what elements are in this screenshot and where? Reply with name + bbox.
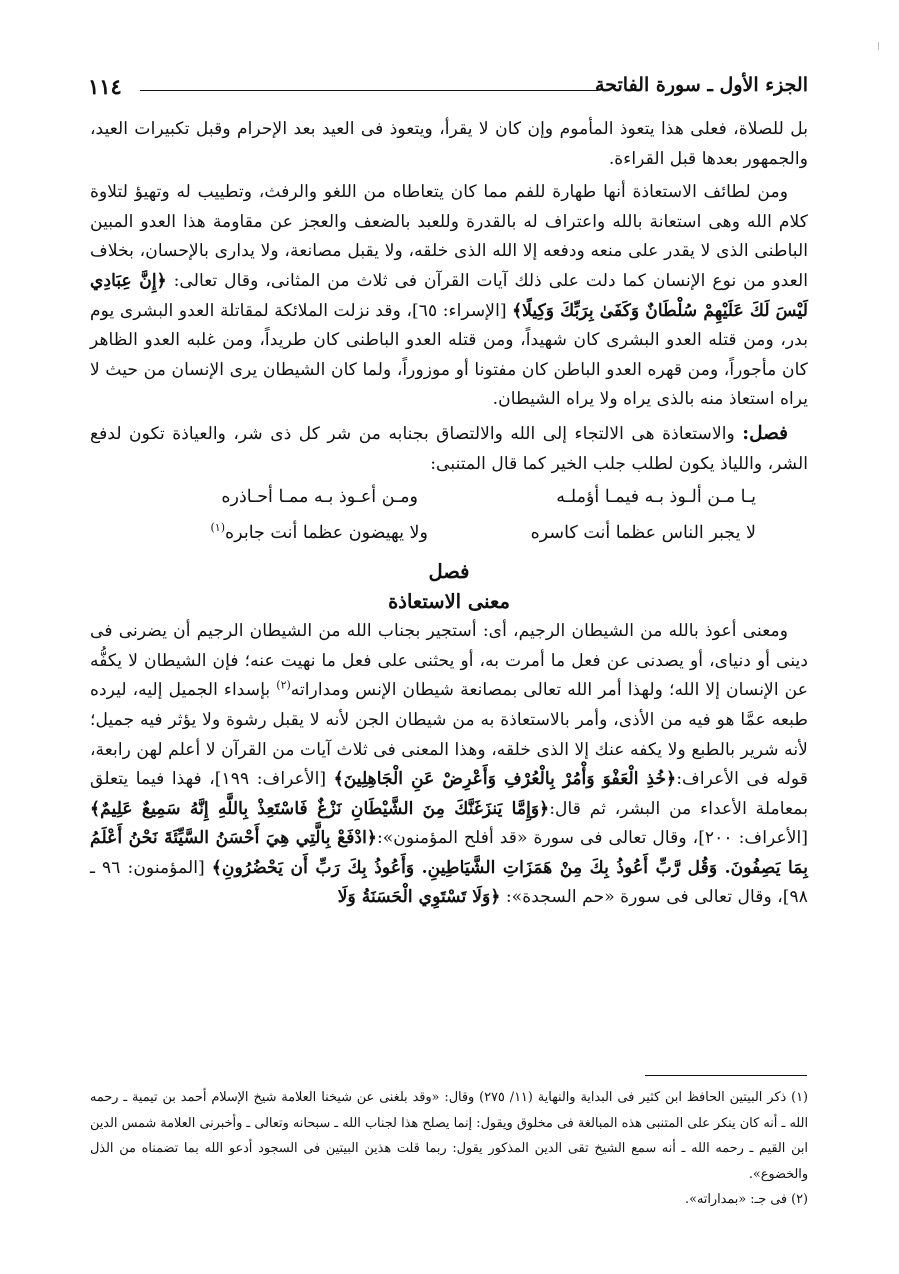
paragraph (90, 617, 808, 913)
fasl-label: فصل: (742, 422, 788, 444)
quran-verse: ﴿إِنَّ عِبَادِي لَيْسَ لَكَ عَلَيْهِمْ سُلْطَانٌ وَكَفَىٰ بِرَبِّكَ وَكِيلًا﴾ (90, 270, 808, 321)
running-head (88, 72, 808, 102)
poem (90, 481, 808, 557)
quran-verse: ﴿ادْفَعْ بِالَّتِي هِيَ أَحْسَنُ السَّيِّئَةَ نَحْنُ أَعْلَمُ بِمَا يَصِفُونَ. وَقُل رَّبِّ أَعُوذُ بِكَ مِنْ هَمَزَاتِ الشَّيَاطِينِ. وَأَعُوذُ بِكَ رَبِّ أَن يَحْضُرُونِ﴾ (90, 828, 808, 878)
scan-mark (878, 42, 879, 50)
poem-hemistich (211, 519, 429, 549)
header-rule (140, 90, 598, 91)
paragraph: بل للصلاة، فعلى هذا يتعوذ المأموم وإن كان لا يقرأ، ويتعوذ فى العيد بعد الإحرام وقبل تكبيرات العيد، والجمهور بعدها قبل القراءة. (90, 119, 808, 169)
quran-verse: ﴿وَلَا تَسْتَوِي الْحَسَنَةُ وَلَا (337, 887, 501, 908)
poem-hemistich: ومـن أعـوذ بـه ممـا أحـاذره (221, 487, 418, 508)
paragraph-text: [الأعراف: ١٩٩]، فهذا فيما يتعلق بمعاملة الأعداء من البشر، ثم قال: (90, 769, 808, 819)
footnote: (٢) فى جـ: «بمداراته». (685, 1192, 808, 1207)
paragraph-text: والاستعاذة هى الالتجاء إلى الله والالتصاق بجنابه من شر كل ذى شر، والعياذة تكون لدفع الشر، واللياذ يكون لطلب جلب الخير كما قال المتنبى: (90, 423, 808, 474)
footnote-rule (645, 1075, 807, 1076)
footnote: (١) ذكر البيتين الحافظ ابن كثير فى البداية والنهاية (١١/ ٢٧٥) وقال: «وقد بلغنى عن شيخنا العلامة شيخ الإسلام أحمد بن تيمية ـ رحمه الله ـ أنه كان ينكر على المتنبى هذه المبالغة فى مخلوق ويقول: إنما يصلح هذا لجناب الله ـ سبحانه وتعالى ـ وأخبرنى العلامة شمس الدين ابن القيم ـ رحمه الله ـ أنه سمع الشيخ تقى الدين المذكور يقول: ربما قلت هذين البيتين فى السجود أدعو الله بما تضمناه من الذل والخضوع». (90, 1090, 808, 1182)
footnote-ref: (٢) (276, 678, 291, 692)
quran-verse: ﴿وَإِمَّا يَنزَغَنَّكَ مِنَ الشَّيْطَانِ نَزْغٌ فَاسْتَعِذْ بِاللَّهِ إِنَّهُ سَمِيعٌ عَلِيمٌ﴾ (90, 798, 550, 819)
main-text (90, 115, 808, 913)
poem-hemistich: يـا مـن ألـوذ بـه فيمـا أؤملـه (556, 487, 756, 508)
paragraph-text: ومعنى أعوذ بالله من الشيطان الرجيم، أى: أستجير بجناب الله من الشيطان الرجيم أن يضرنى فى دينى أو دنياى، أو يصدنى عن فعل ما أمرت به، أو يحثنى على فعل ما نهيت عنه؛ فإن الشيطان لا يكفُّه عن الإنسان إلا الله؛ ولهذا أمر الله تعالى بمصانعة شيطان الإنس ومداراته (90, 621, 808, 701)
paragraph-text: بإسداء الجميل إليه، ليرده طبعه عمَّا هو فيه من الأذى، وأمر بالاستعاذة به من شيطان الجن لأنه لا يقبل رشوة ولا يؤثر فيه جميل؛ لأنه شرير بالطبع ولا يكفه عنك إلا الذى خلقه، وهذا المعنى فى ثلاث آيات من القرآن لا أعلم لهن رابعة، قوله فى الأعراف: (90, 680, 809, 790)
paragraph-text: [الأعراف: ٢٠٠]، وقال تعالى فى سورة «قد أفلح المؤمنون»: (376, 828, 809, 849)
paragraph (90, 419, 808, 479)
paragraph-text: [المؤمنون: ٩٦ ـ ٩٨]، وقال تعالى فى سورة «حم السجدة»: (90, 857, 808, 908)
paragraph-text: [الإسراء: ٦٥]، وقد نزلت الملائكة لمقاتلة العدو البشرى يوم بدر، ومن قتله العدو البشرى كان شهيداً، ومن قتله العدو الباطنى كان طريداً، ومن غلبه العدو الظاهر كان مأجوراً، ومن قهره العدو الباطن كان مفتونا أو موزوراً، ولما كان الشيطان يرى الإنسان من حيث لا يراه استعاذ منه بالذى يراه ولا يراه الشيطان. (90, 300, 808, 410)
footnotes (90, 1085, 808, 1213)
running-title: الجزء الأول ـ سورة الفاتحة (595, 74, 808, 96)
paragraph (90, 178, 808, 415)
quran-verse: ﴿خُذِ الْعَفْوَ وَأْمُرْ بِالْعُرْفِ وَأَعْرِضْ عَنِ الْجَاهِلِينَ﴾ (333, 769, 677, 790)
section-heading: فصل (428, 560, 470, 584)
poem-hemistich: لا يجبر الناس عظما أنت كاسره (530, 523, 756, 544)
section-subheading: معنى الاستعاذة (388, 590, 510, 614)
paragraph-text: ومن لطائف الاستعاذة أنها طهارة للفم مما كان يتعاطاه من اللغو والرفث، وتطييب له وتهيؤ لتلاوة كلام الله وهى استعانة بالله واعتراف له بالقدرة وللعبد بالضعف والعجز عن مقاومة هذا العدو المبين الباطنى الذى لا يقدر على منعه ودفعه إلا الله الذى خلقه، ولا يقبل مصانعة، ولا يدارى بالإحسان، بخلاف العدو من نوع الإنسان كما دلت على ذلك آيات القرآن فى ثلاث من المثانى، وقال تعالى: (90, 182, 809, 291)
poem-text: ولا يهيضون عظما أنت جابره (225, 523, 428, 544)
footnote-ref: (١) (210, 521, 226, 535)
page-number: ١١٤ (88, 74, 122, 99)
